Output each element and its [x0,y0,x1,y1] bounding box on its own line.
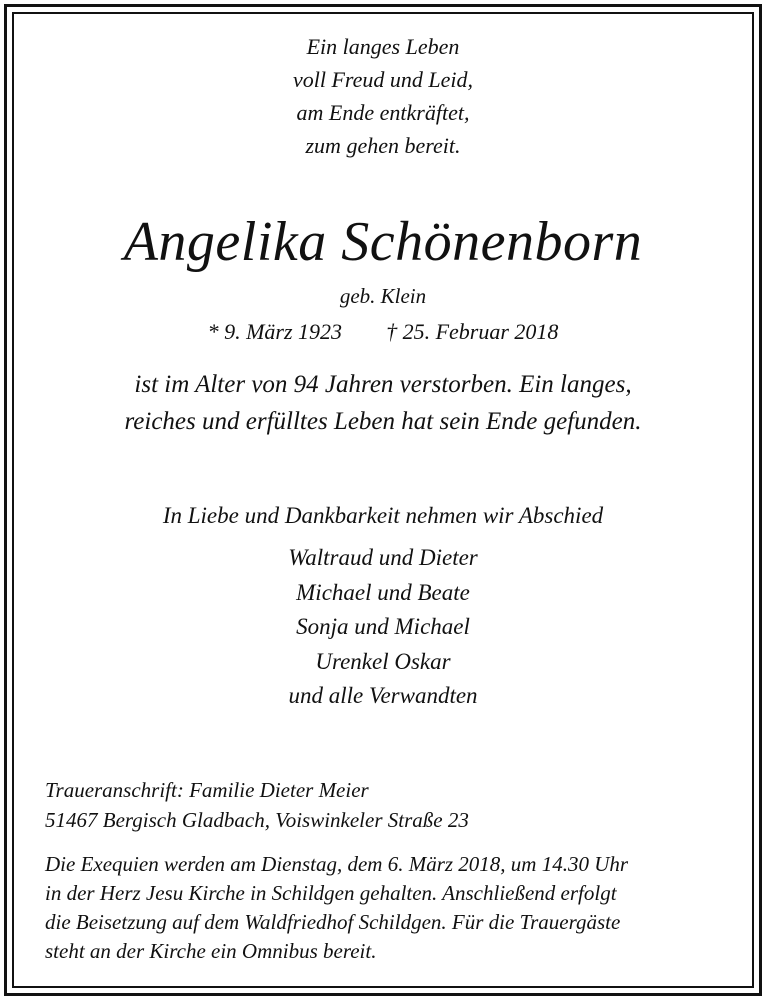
poem-line: zum gehen bereit. [305,133,461,158]
mourner: Waltraud und Dieter [288,545,478,570]
mourner: Sonja und Michael [296,614,470,639]
statement-line: ist im Alter von 94 Jahren verstorben. Ein langes, [134,371,632,398]
statement-line: reiches und erfülltes Leben hat sein Ende gefunden. [124,408,642,435]
death-statement [0,366,766,440]
birth-date: * 9. März 1923 [207,319,343,344]
mourning-address [45,776,735,835]
mourners-list [0,541,766,714]
poem-line: Ein langes Leben [306,34,460,59]
poem-line: am Ende entkräftet, [296,100,470,125]
poem [0,30,766,162]
service-line: Die Exequien werden am Dienstag, dem 6. März 2018, um 14.30 Uhr [45,852,629,876]
mourner: und alle Verwandten [288,683,478,708]
address-line: 51467 Bergisch Gladbach, Voiswinkeler Straße 23 [45,807,469,832]
service-details [45,850,735,966]
address-line: Traueranschrift: Familie Dieter Meier [45,778,369,802]
maiden-name: geb. Klein [339,284,427,308]
mourner: Michael und Beate [296,579,470,605]
service-line: die Beisetzung auf dem Waldfriedhof Schildgen. Für die Trauergäste [45,910,621,934]
service-line: steht an der Kirche ein Omnibus bereit. [45,939,377,963]
farewell-line: In Liebe und Dankbarkeit nehmen wir Abschied [162,503,604,528]
death-date: † 25. Februar 2018 [386,319,559,344]
service-line: in der Herz Jesu Kirche in Schildgen gehalten. Anschließend erfolgt [45,881,617,905]
life-dates [0,318,766,346]
poem-line: voll Freud und Leid, [292,67,474,92]
mourner: Urenkel Oskar [315,648,451,674]
deceased-name: Angelika Schönenborn [123,211,643,273]
